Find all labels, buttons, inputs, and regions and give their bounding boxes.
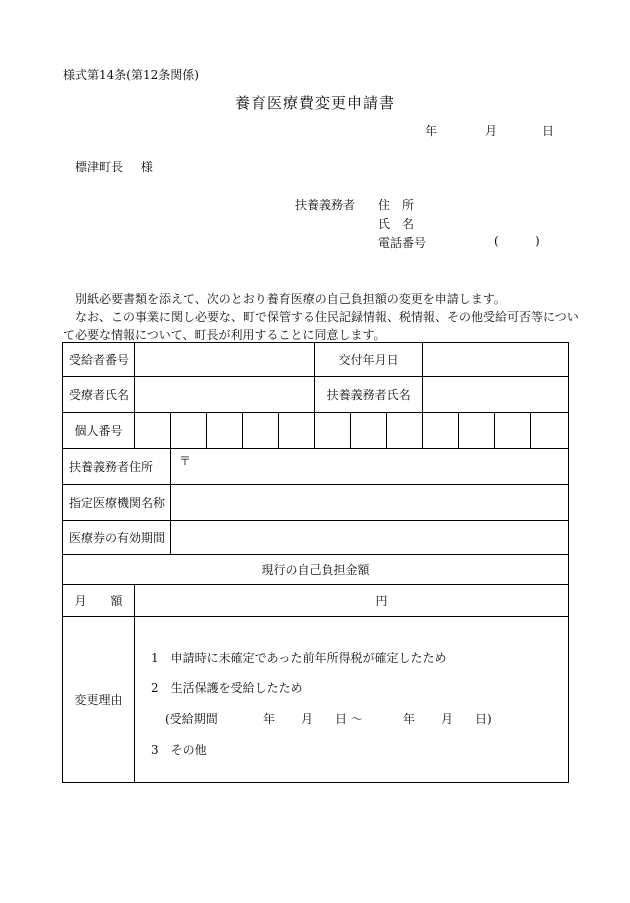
guardian-name-field[interactable] — [423, 377, 569, 413]
addressee — [75, 158, 153, 175]
date-year: 年 — [425, 124, 438, 138]
period-year-2: 年 — [403, 712, 416, 726]
personal-number-digit[interactable] — [495, 413, 531, 449]
period-day-1: 日 ～ — [335, 712, 363, 726]
period-label: (受給期間 — [165, 712, 218, 726]
addressee-honorific: 様 — [140, 160, 153, 174]
personal-number-digit[interactable] — [243, 413, 279, 449]
guardian-address-text: 扶養義務者住所 — [69, 460, 154, 474]
change-reason-options — [135, 617, 569, 783]
personal-number-digit[interactable] — [315, 413, 351, 449]
recipient-number-field[interactable] — [135, 343, 315, 377]
monthly-amount-label: 月 額 — [63, 585, 135, 617]
guardian-address-field[interactable] — [171, 449, 569, 485]
guardian-name-label: 扶養義務者氏名 — [315, 377, 423, 413]
institution-label: 指定医療機関名称 — [63, 485, 171, 521]
postal-mark: 〒 — [179, 454, 192, 468]
personal-number-digit[interactable] — [207, 413, 243, 449]
intro-line-1: 別紙必要書類を添えて、次のとおり養育医療の自己負担額の変更を申請します。 — [75, 292, 506, 306]
table-row — [63, 413, 569, 449]
personal-number-digit[interactable] — [531, 413, 569, 449]
form-id: 様式第14条(第12条関係) — [63, 68, 199, 82]
table-row — [63, 485, 569, 521]
table-row — [63, 617, 569, 783]
personal-number-digit[interactable] — [423, 413, 459, 449]
requester-address-label: 住 所 — [378, 198, 415, 212]
recipient-number-label: 受給者番号 — [63, 343, 135, 377]
table-row — [63, 585, 569, 617]
phone-paren-open: ( — [494, 234, 499, 248]
patient-name-field[interactable] — [135, 377, 315, 413]
ticket-validity-field[interactable] — [171, 521, 569, 555]
intro-line-3: て必要な情報について、町長が利用することに同意します。 — [63, 328, 386, 342]
personal-number-digit[interactable] — [351, 413, 387, 449]
patient-name-label: 受療者氏名 — [63, 377, 135, 413]
intro-line-2: なお、この事業に関し必要な、町で保管する住民記録情報、税情報、その他受給可否等につい — [75, 310, 579, 324]
period-year-1: 年 — [263, 712, 276, 726]
page-title: 養育医療費変更申請書 — [234, 94, 395, 112]
issue-date-label: 交付年月日 — [315, 343, 423, 377]
phone-paren-close: ) — [535, 234, 540, 248]
requester-name-label: 氏 名 — [378, 217, 415, 231]
period-month-2: 月 — [441, 712, 454, 726]
date-month: 月 — [485, 124, 498, 138]
application-table — [62, 342, 569, 783]
table-row — [63, 343, 569, 377]
table-row — [63, 377, 569, 413]
addressee-name: 標津町長 — [75, 160, 124, 174]
personal-number-label: 個人番号 — [63, 413, 135, 449]
issue-date-field[interactable] — [423, 343, 569, 377]
change-reason-label: 変更理由 — [63, 617, 135, 783]
table-row — [63, 555, 569, 585]
reason-item-1[interactable]: 1 申請時に未確定であった前年所得税が確定したため — [151, 651, 447, 665]
requester-role: 扶養義務者 — [295, 198, 356, 212]
personal-number-digit[interactable] — [171, 413, 207, 449]
personal-number-digit[interactable] — [459, 413, 495, 449]
personal-number-digit[interactable] — [135, 413, 171, 449]
personal-number-digit[interactable] — [279, 413, 315, 449]
period-month-1: 月 — [301, 712, 314, 726]
yen-unit: 円 — [375, 594, 388, 608]
ticket-validity-label: 医療券の有効期間 — [63, 521, 171, 555]
period-day-2: 日) — [475, 712, 492, 726]
date-day: 日 — [542, 124, 555, 138]
current-copay-header: 現行の自己負担金額 — [63, 555, 569, 585]
guardian-address-label — [63, 449, 171, 485]
personal-number-digit[interactable] — [387, 413, 423, 449]
table-row — [63, 521, 569, 555]
monthly-amount-field[interactable] — [135, 585, 569, 617]
table-row — [63, 449, 569, 485]
reason-item-2[interactable]: 2 生活保護を受給したため — [151, 681, 303, 695]
reason-item-3[interactable]: 3 その他 — [151, 743, 207, 757]
requester-phone-label: 電話番号 — [378, 236, 427, 250]
institution-field[interactable] — [171, 485, 569, 521]
